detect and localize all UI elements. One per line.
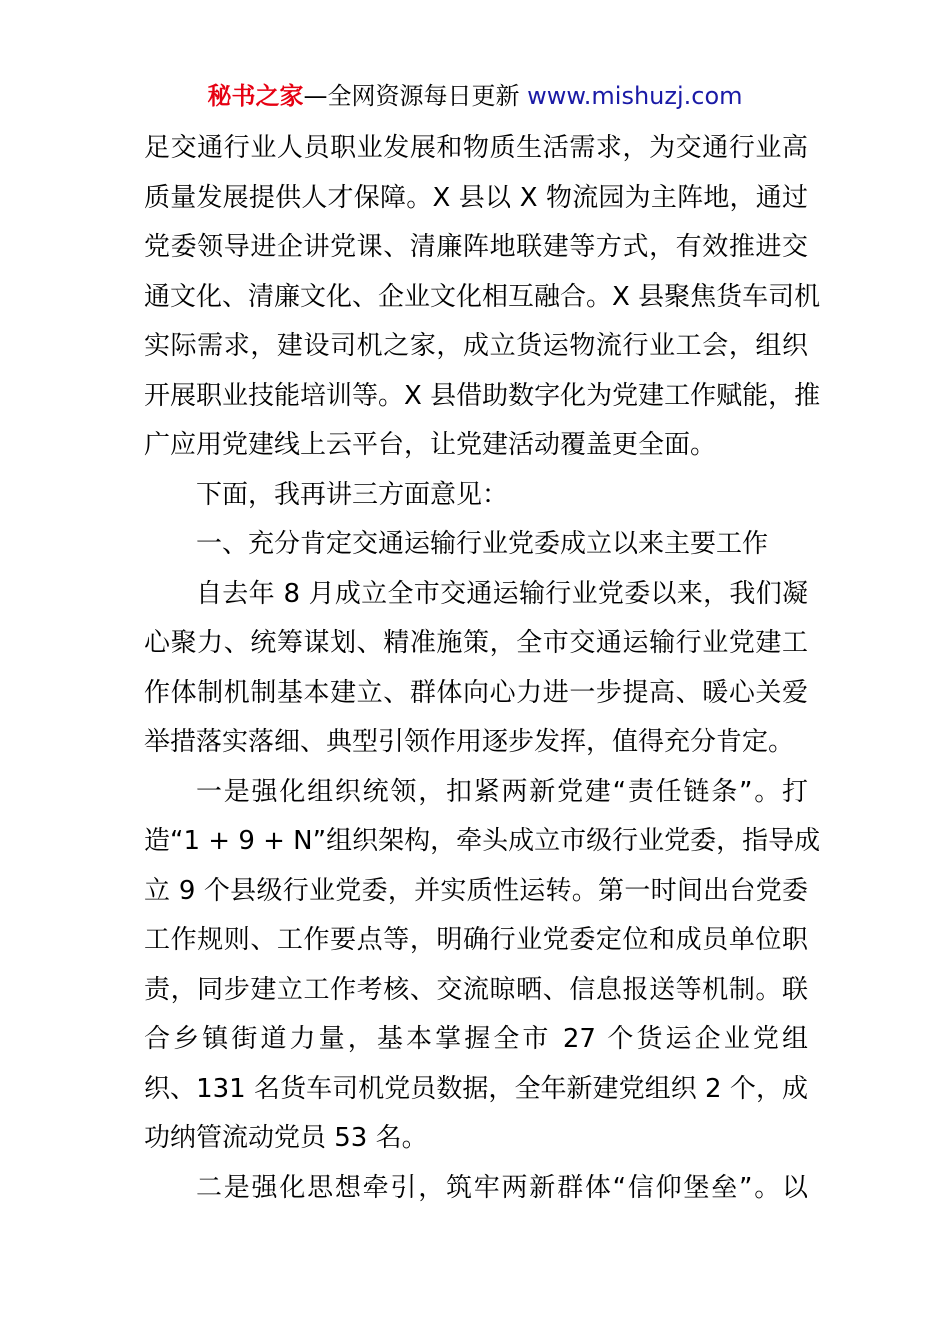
text-line: 立 9 个县级行业党委，并实质性运转。第一时间出台党委 bbox=[144, 875, 808, 906]
text-line: 一、充分肯定交通运输行业党委成立以来主要工作 bbox=[196, 529, 769, 559]
paragraph bbox=[144, 471, 808, 521]
text-line: 自去年 8 月成立全市交通运输行业党委以来，我们凝 bbox=[196, 578, 808, 609]
text-line: 责，同步建立工作考核、交流晾晒、信息报送等机制。联 bbox=[144, 974, 808, 1005]
paragraph bbox=[144, 570, 808, 768]
text-line: 质量发展提供人才保障。X 县以 X 物流园为主阵地，通过 bbox=[144, 182, 808, 213]
document-body bbox=[144, 124, 821, 1213]
text-line: 功纳管流动党员 53 名。 bbox=[144, 1123, 428, 1153]
text-line: 一是强化组织统领，扣紧两新党建“责任链条”。打 bbox=[196, 776, 808, 807]
header-tagline: —全网资源每日更新 bbox=[303, 82, 520, 110]
text-line: 合乡镇街道力量，基本掌握全市 27 个货运企业党组 bbox=[144, 1024, 808, 1054]
text-line: 举措落实落细、典型引领作用逐步发挥，值得充分肯定。 bbox=[144, 727, 795, 757]
website-link[interactable]: www.mishuzj.com bbox=[527, 82, 743, 110]
document-header bbox=[0, 80, 950, 112]
paragraph bbox=[144, 1164, 808, 1214]
text-line: 工作规则、工作要点等，明确行业党委定位和成员单位职 bbox=[144, 925, 808, 955]
section-heading bbox=[144, 520, 808, 570]
text-line: 广应用党建线上云平台，让党建活动覆盖更全面。 bbox=[144, 430, 717, 460]
paragraph bbox=[144, 768, 821, 1164]
text-line: 心聚力、统筹谋划、精准施策，全市交通运输行业党建工 bbox=[144, 628, 808, 658]
text-line: 下面，我再讲三方面意见： bbox=[196, 479, 509, 510]
text-line: 通文化、清廉文化、企业文化相互融合。X 县聚焦货车司机 bbox=[144, 281, 821, 312]
text-line: 二是强化思想牵引，筑牢两新群体“信仰堡垒”。以 bbox=[196, 1172, 808, 1203]
text-line: 造“1 + 9 + N”组织架构，牵头成立市级行业党委，指导成 bbox=[144, 826, 821, 856]
text-line: 足交通行业人员职业发展和物质生活需求，为交通行业高 bbox=[144, 133, 808, 163]
brand-name: 秘书之家 bbox=[207, 82, 304, 110]
text-line: 开展职业技能培训等。X 县借助数字化为党建工作赋能，推 bbox=[144, 380, 821, 411]
text-line: 党委领导进企讲党课、清廉阵地联建等方式，有效推进交 bbox=[144, 232, 808, 262]
paragraph bbox=[144, 124, 821, 471]
text-line: 作体制机制基本建立、群体向心力进一步提高、暖心关爱 bbox=[144, 677, 808, 708]
text-line: 织、131 名货车司机党员数据，全年新建党组织 2 个，成 bbox=[144, 1073, 808, 1104]
text-line: 实际需求，建设司机之家，成立货运物流行业工会，组织 bbox=[144, 331, 808, 361]
